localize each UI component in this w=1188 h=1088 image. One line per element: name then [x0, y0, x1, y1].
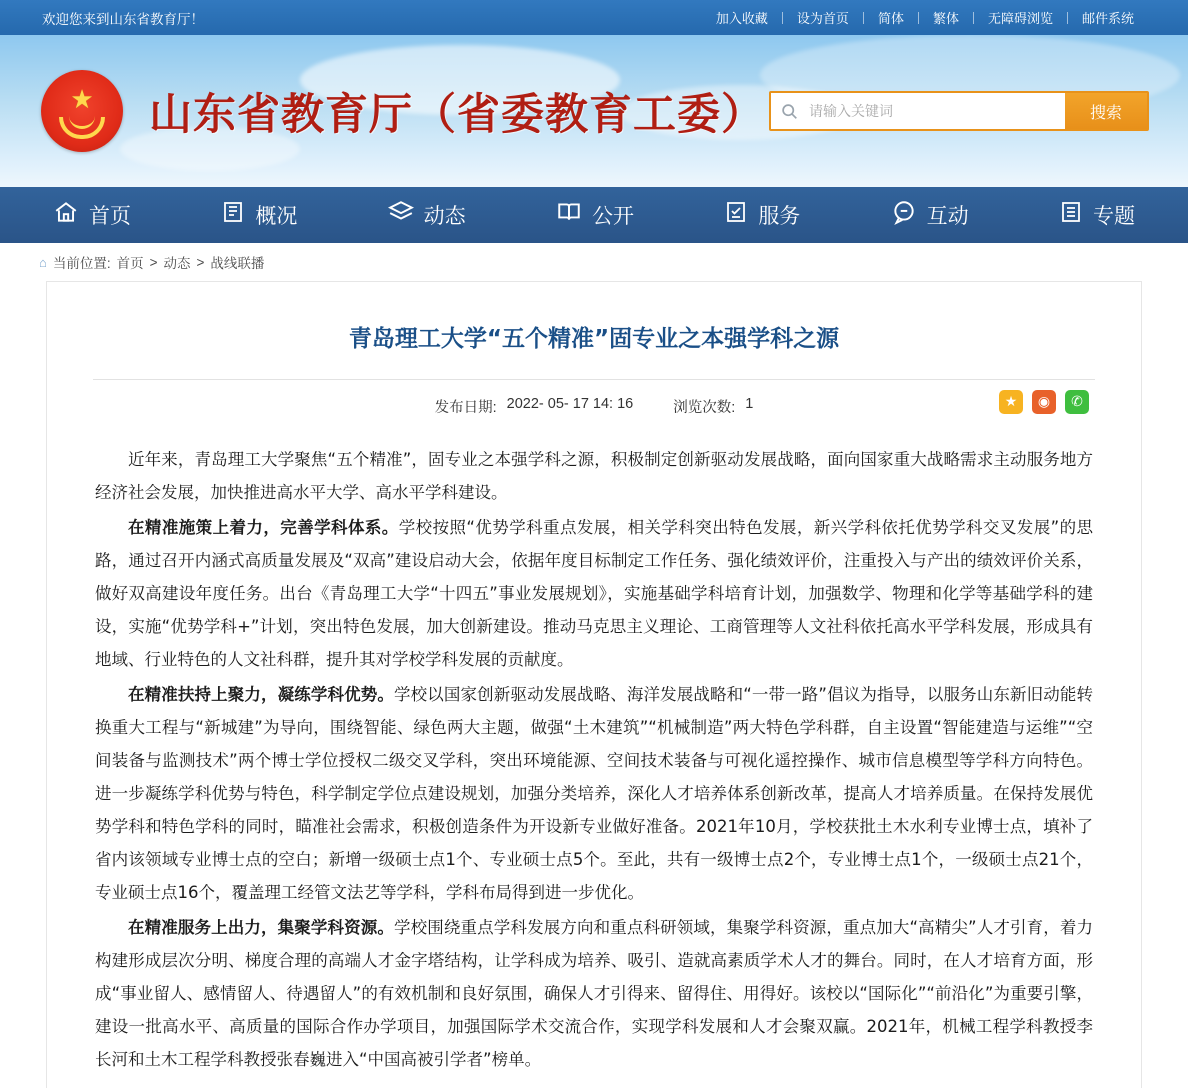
nav-item-home[interactable] [39, 187, 145, 243]
chat-icon [891, 199, 917, 231]
nav-item-topics[interactable] [1045, 187, 1149, 243]
nav-item-services[interactable] [710, 187, 814, 243]
utility-link-simplified[interactable]: 简体 [877, 11, 904, 26]
home-icon [53, 199, 79, 231]
search-button[interactable]: 搜索 [1065, 93, 1147, 129]
breadcrumb [39, 243, 1149, 281]
utility-link-homepage[interactable]: 设为首页 [796, 11, 849, 26]
nav-item-disclosure[interactable] [542, 187, 648, 243]
article-paragraph: 在精准施策上着力，完善学科体系。学校按照“优势学科重点发展，相关学科突出特色发展，新兴学科依托优势学科交叉发展”的思路，通过召开内涵式高质量发展及“双高”建设启动大会，依据年度目标制定工作任务、强化绩效评价，注重投入与产出的绩效评价关系，做好双高建设年度任务。出台《青岛理工大学“十四五”事业发展规划》，实施基础学科培育计划，加强数学、物理和化学等基础学科的建设，实施“优势学科+”计划，突出特色发展，加大创新建设。推动马克思主义理论、工商管理等人文社科依托高水平学科发展，形成具有地域、行业特色的人文社科群，提升其对学校学科发展的贡献度。 [95, 517, 1093, 669]
nav-item-interaction[interactable] [877, 187, 983, 243]
utility-links [702, 8, 1148, 27]
utility-link-accessibility[interactable]: 无障碍浏览 [987, 11, 1053, 26]
layers-icon [388, 199, 414, 231]
favorite-icon[interactable]: ★ [999, 390, 1023, 414]
building-icon [221, 200, 245, 230]
breadcrumb-item-current[interactable]: 战线联播 [210, 256, 265, 271]
breadcrumb-item-home[interactable]: 首页 [116, 256, 144, 271]
article-body [93, 429, 1095, 1076]
article-paragraph: 在精准服务上出力，集聚学科资源。学校围绕重点学科发展方向和重点科研领域，集聚学科资源，重点加大“高精尖”人才引育，着力构建形成层次分明、梯度合理的高端人才金字塔结构，让学科成为培养、吸引、造就高素质学术人才的舞台。同时，在人才培育方面，形成“事业留人、感情留人、待遇留人”的有效机制和良好氛围，确保人才引得来、留得住、用得好。该校以“国际化”“前沿化”为重要引擎，建设一批高水平、高质量的国际合作办学项目，加强国际学术交流合作，实现学科发展和人才会聚双赢。2021年，机械工程学科教授李长河和土木工程学科教授张春巍进入“中国高被引学者”榜单。 [95, 917, 1093, 1069]
search-icon [771, 93, 807, 129]
top-utility-bar [0, 0, 1188, 35]
nav-label: 动态 [423, 205, 466, 228]
home-small-icon: ⌂ [39, 254, 47, 270]
site-header [0, 35, 1188, 187]
main-nav [0, 187, 1188, 243]
national-emblem-icon [41, 70, 123, 152]
article-paragraph: 近年来，青岛理工大学聚焦“五个精准”，固专业之本强学科之源，积极制定创新驱动发展战略，面向国家重大战略需求主动服务地方经济社会发展，加快推进高水平大学、高水平学科建设。 [95, 449, 1093, 502]
utility-link-traditional[interactable]: 繁体 [932, 11, 959, 26]
breadcrumb-separator: > [149, 254, 158, 270]
site-title: 山东省教育厅（省委教育工委） [149, 89, 765, 140]
nav-label: 概况 [255, 205, 298, 228]
article-paragraph: 在精准扶持上聚力，凝练学科优势。学校以国家创新驱动发展战略、海洋发展战略和“一带一路”倡议为指导，以服务山东新旧动能转换重大工程与“新城建”为导向，围绕智能、绿色两大主题，做强“土木建筑”“机械制造”两大特色学科群，自主设置“智能建造与运维”“空间装备与监测技术”两个博士学位授权二级交叉学科，突出环境能源、空间技术装备与可视化遥控操作、城市信息模型等学科方向特色。进一步凝练学科优势与特色，科学制定学位点建设规划，加强分类培养，深化人才培养体系创新改革，提高人才培养质量。在保持发展优势学科和特色学科的同时，瞄准社会需求，积极创造条件为开设新专业做好准备。2021年10月，学校获批土木水利专业博士点，填补了省内该领域专业博士点的空白；新增一级硕士点1个、专业硕士点5个。至此，共有一级博士点2个，专业博士点1个，一级硕士点21个，专业硕士点16个，覆盖理工经管文法艺等学科，学科布局得到进一步优化。 [95, 684, 1093, 902]
welcome-text: 欢迎您来到山东省教育厅！ [42, 11, 204, 27]
gear-icon [59, 117, 105, 139]
page-title: 青岛理工大学“五个精准”固专业之本强学科之源 [93, 316, 1095, 380]
publish-date [435, 396, 634, 417]
utility-link-mail[interactable]: 邮件系统 [1081, 11, 1134, 26]
view-count [673, 396, 753, 417]
form-icon [724, 200, 748, 230]
breadcrumb-bar [0, 243, 1188, 281]
publish-date-label: 发布日期: [434, 399, 497, 416]
article-card [46, 281, 1142, 1088]
nav-label: 服务 [758, 205, 801, 228]
nav-item-news[interactable] [374, 187, 480, 243]
nav-label: 公开 [591, 205, 634, 228]
star-icon: ★ [70, 84, 94, 114]
publish-date-value: 2022- 05- 17 14: 16 [506, 395, 634, 412]
utility-link-favorite[interactable]: 加入收藏 [715, 11, 768, 26]
breadcrumb-prefix: 当前位置: [52, 256, 111, 271]
nav-label: 专题 [1092, 205, 1135, 228]
weibo-icon[interactable]: ◉ [1032, 390, 1056, 414]
wechat-icon[interactable]: ✆ [1065, 390, 1089, 414]
share-buttons [999, 390, 1089, 414]
article-meta [93, 380, 1095, 429]
list-icon [1059, 200, 1083, 230]
search-input[interactable] [807, 93, 1065, 129]
nav-item-overview[interactable] [207, 187, 311, 243]
view-count-value: 1 [745, 395, 754, 412]
breadcrumb-separator: > [196, 254, 205, 270]
breadcrumb-item-news[interactable]: 动态 [163, 256, 191, 271]
book-icon [556, 199, 582, 231]
view-count-label: 浏览次数: [673, 399, 736, 416]
nav-label: 互动 [926, 205, 969, 228]
search-box [769, 91, 1149, 131]
nav-label: 首页 [89, 205, 131, 228]
